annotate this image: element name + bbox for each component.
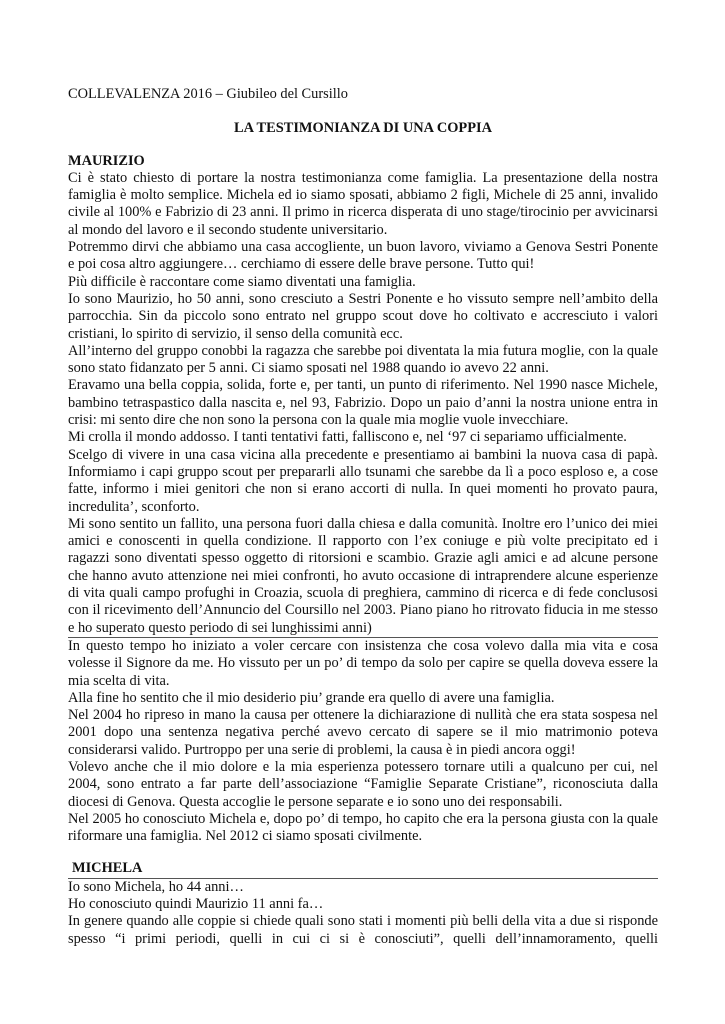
paragraph: Nel 2005 ho conosciuto Michela e, dopo po’ di tempo, ho capito che era la persona giusta con la quale riformare una famiglia. Nel 2012 ci siamo sposati civilmente. [68, 810, 658, 845]
paragraph: Io sono Maurizio, ho 50 anni, sono cresciuto a Sestri Ponente e ho vissuto sempre nell’ambito della parrocchia. Sin da piccolo sono entrato nel gruppo scout dove ho coltivato e accresciuto i valori cristiani, lo spirito di servizio, il senso della comunità ecc. [68, 290, 658, 342]
paragraph: Ho conosciuto quindi Maurizio 11 anni fa… [68, 896, 324, 913]
paragraph: All’interno del gruppo conobbi la ragazza che sarebbe poi diventata la mia futura moglie, con la quale sono stato fidanzato per 5 anni. Ci siamo sposati nel 1988 quando io avevo 22 anni. [68, 342, 658, 377]
paragraph: Ci è stato chiesto di portare la nostra testimonianza come famiglia. La presentazione della nostra famiglia è molto semplice. Michela ed io siamo sposati, abbiamo 2 figli, Michele di 25 anni, invalido civile al 100% e Fabrizio di 23 anni. Il primo in ricerca disperata di uno stage/tirocinio per avvicinarsi al mondo del lavoro e il secondo studente universitario. [68, 169, 658, 238]
paragraph: Più difficile è raccontare come siamo diventati una famiglia. [68, 273, 416, 290]
speaker-heading-maurizio: MAURIZIO [68, 152, 145, 169]
paragraph: Mi crolla il mondo addosso. I tanti tentativi fatti, falliscono e, nel ‘97 ci separiamo ufficialmente. [68, 429, 627, 446]
paragraph: In genere quando alle coppie si chiede quali sono stati i momenti più belli della vita a due si risponde spesso “i primi periodi, quelli in cui ci si è conosciuti”, quelli dell’innamoramento, quelli [68, 913, 658, 947]
paragraph: Eravamo una bella coppia, solida, forte e, per tanti, un punto di riferimento. Nel 1990 nasce Michele, bambino tetraspastico dalla nascita e, nel 93, Fabrizio. Dopo un paio d’anni la nostra unione entra in crisi: mi sento dire che non sono la persona con la quale mia moglie vuole invecchiare. [68, 377, 658, 429]
paragraph: Scelgo di vivere in una casa vicina alla precedente e presentiamo ai bambini la nuova casa di papà. Informiamo i capi gruppo scout per prepararli allo tsunami che sarebbe da lì a poco esploso e, a cose fatte, informo i miei genitori che non si erano accorti di nulla. In quei momenti ho provato paura, incredulita’, sconforto. [68, 446, 658, 515]
paragraph: Mi sono sentito un fallito, una persona fuori dalla chiesa e dalla comunità. Inoltre ero l’unico dei miei amici e conoscenti in quella condizione. Il rapporto con l’ex coniuge e più volte precipitato ed i ragazzi sono diventati spesso oggetto di ritorsioni e scambio. Grazie agli amici e ad alcune persone che hanno avuto attenzione nei miei confronti, ho avuto occasione di intraprendere alcune esperienze di vita quali campo profughi in Croazia, scuola di preghiera, cammino di ricerca e di fede conclusosi con il ricevimento dell’Annuncio del Coursillo nel 2003. Piano piano ho ritrovato fiducia in me stesso e ho superato questo periodo di sei lunghissimi anni) [68, 516, 658, 638]
section-spacer [68, 845, 658, 860]
paragraph: In questo tempo ho iniziato a voler cercare con insistenza che cosa volevo dalla mia vita e cosa volesse il Signore da me. Ho vissuto per un po’ di tempo da solo per capire se quella doveva essere la mia scelta di vita. [68, 637, 658, 689]
paragraph: Volevo anche che il mio dolore e la mia esperienza potessero tornare utili a qualcuno per cui, nel 2004, sono entrato a far parte dell’associazione “Famiglie Separate Cristiane”, riconosciuta dalla diocesi di Genova. Questa accoglie le persone separate e io sono uno dei responsabili. [68, 758, 658, 810]
document-title: LA TESTIMONIANZA DI UNA COPPIA [233, 120, 492, 137]
speaker-heading-michela: MICHELA [68, 860, 658, 878]
paragraph: Potremmo dirvi che abbiamo una casa accogliente, un buon lavoro, viviamo a Genova Sestri Ponente e poi cosa altro aggiungere… cerchiamo di essere delle brave persone. Tutto qui! [68, 239, 658, 273]
document-page [68, 86, 658, 948]
paragraph: Io sono Michela, ho 44 anni… [68, 878, 244, 895]
document-header: COLLEVALENZA 2016 – Giubileo del Cursillo [68, 86, 348, 102]
paragraph: Nel 2004 ho ripreso in mano la causa per ottenere la dichiarazione di nullità che era stata sospesa nel 2001 dopo una sentenza negativa perché avevo cercato di sapere se il mio matrimonio poteva considerarsi valido. Purtroppo per una serie di problemi, la causa è in piedi ancora oggi! [68, 707, 658, 758]
paragraph: Alla fine ho sentito che il mio desiderio piu’ grande era quello di avere una famiglia. [68, 689, 555, 706]
